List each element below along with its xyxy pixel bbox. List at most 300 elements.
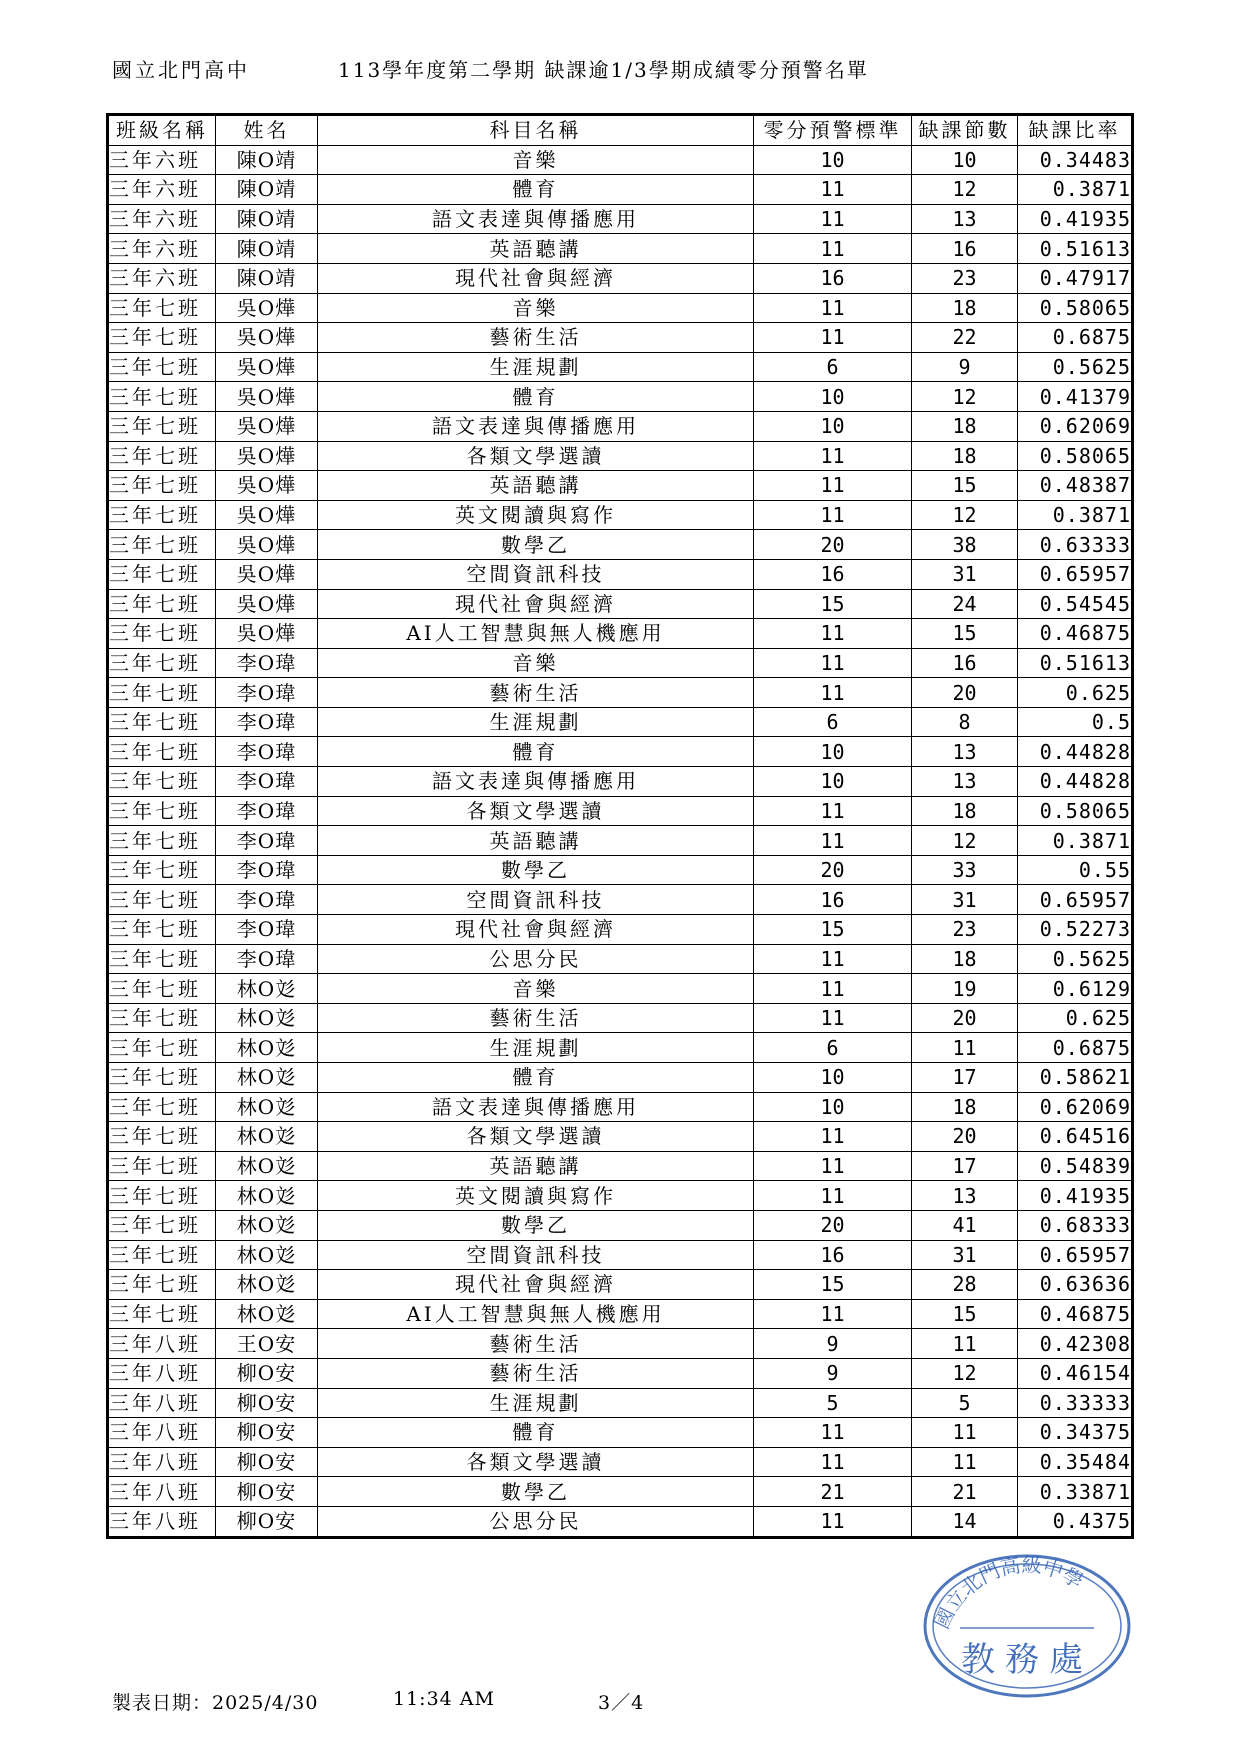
name-cell: 吳O燁 [216,323,318,353]
class-cell: 三年七班 [108,1003,216,1033]
name-cell: 李O瑋 [216,678,318,708]
subject-cell: 各類文學選讀 [318,796,754,826]
threshold-cell: 16 [754,559,912,589]
absences-cell: 31 [912,559,1018,589]
table-row [108,323,1133,353]
ratio-cell: 0.51613 [1018,234,1133,264]
class-cell: 三年八班 [108,1388,216,1418]
name-cell: 林O彣 [216,1092,318,1122]
subject-cell: 體育 [318,737,754,767]
threshold-cell: 21 [754,1477,912,1507]
office-stamp [920,1538,1134,1698]
table-row [108,678,1133,708]
ratio-cell: 0.6875 [1018,1033,1133,1063]
ratio-cell: 0.58065 [1018,293,1133,323]
name-cell: 柳O安 [216,1506,318,1537]
table-row [108,234,1133,264]
subject-cell: 語文表達與傳播應用 [318,204,754,234]
table-row [108,1003,1133,1033]
ratio-cell: 0.63636 [1018,1270,1133,1300]
threshold-cell: 10 [754,411,912,441]
class-cell: 三年七班 [108,441,216,471]
subject-cell: 現代社會與經濟 [318,589,754,619]
table-row [108,1447,1133,1477]
table-row [108,1358,1133,1388]
page-header [0,54,1241,84]
subject-cell: 體育 [318,1418,754,1448]
absences-cell: 20 [912,678,1018,708]
name-cell: 吳O燁 [216,293,318,323]
name-cell: 吳O燁 [216,352,318,382]
name-cell: 林O彣 [216,974,318,1004]
class-cell: 三年八班 [108,1506,216,1537]
stamp-ring-text: 國立北門高級中學 [929,1552,1088,1633]
absences-cell: 15 [912,619,1018,649]
absences-cell: 5 [912,1388,1018,1418]
subject-cell: 音樂 [318,974,754,1004]
threshold-cell: 11 [754,1506,912,1537]
table-row [108,411,1133,441]
table-row [108,382,1133,412]
table-header-row [108,115,1133,146]
subject-cell: 空間資訊科技 [318,559,754,589]
subject-cell: 現代社會與經濟 [318,263,754,293]
subject-cell: AI人工智慧與無人機應用 [318,619,754,649]
ratio-cell: 0.33333 [1018,1388,1133,1418]
subject-cell: 語文表達與傳播應用 [318,767,754,797]
class-cell: 三年七班 [108,826,216,856]
class-cell: 三年七班 [108,323,216,353]
name-cell: 吳O燁 [216,619,318,649]
absences-cell: 18 [912,944,1018,974]
ratio-cell: 0.3871 [1018,175,1133,205]
class-cell: 三年六班 [108,263,216,293]
subject-cell: 空間資訊科技 [318,1240,754,1270]
ratio-cell: 0.47917 [1018,263,1133,293]
class-cell: 三年八班 [108,1418,216,1448]
class-cell: 三年七班 [108,1210,216,1240]
table-row [108,352,1133,382]
name-cell: 柳O安 [216,1418,318,1448]
threshold-cell: 11 [754,974,912,1004]
ratio-cell: 0.3871 [1018,500,1133,530]
table-row [108,263,1133,293]
subject-cell: 各類文學選讀 [318,1447,754,1477]
ratio-cell: 0.54545 [1018,589,1133,619]
table-row [108,1270,1133,1300]
table-row [108,885,1133,915]
table-row [108,530,1133,560]
threshold-cell: 20 [754,1210,912,1240]
threshold-cell: 15 [754,1270,912,1300]
threshold-cell: 11 [754,1003,912,1033]
name-cell: 柳O安 [216,1447,318,1477]
page-number: 3／4 [598,1692,645,1714]
table-row [108,1151,1133,1181]
subject-cell: 數學乙 [318,530,754,560]
ratio-cell: 0.58621 [1018,1063,1133,1093]
threshold-cell: 11 [754,1447,912,1477]
absences-cell: 24 [912,589,1018,619]
name-cell: 陳O靖 [216,263,318,293]
absences-cell: 28 [912,1270,1018,1300]
class-cell: 三年七班 [108,885,216,915]
threshold-cell: 11 [754,796,912,826]
absences-cell: 18 [912,796,1018,826]
threshold-cell: 6 [754,1033,912,1063]
threshold-cell: 11 [754,204,912,234]
ratio-cell: 0.625 [1018,678,1133,708]
class-cell: 三年七班 [108,1033,216,1063]
threshold-cell: 11 [754,1299,912,1329]
absences-cell: 38 [912,530,1018,560]
threshold-cell: 11 [754,441,912,471]
threshold-cell: 11 [754,1122,912,1152]
subject-cell: 生涯規劃 [318,352,754,382]
class-cell: 三年八班 [108,1447,216,1477]
subject-cell: 公思分民 [318,1506,754,1537]
absences-cell: 31 [912,1240,1018,1270]
absences-cell: 8 [912,707,1018,737]
name-cell: 李O瑋 [216,855,318,885]
subject-cell: 現代社會與經濟 [318,1270,754,1300]
absences-cell: 31 [912,885,1018,915]
subject-cell: 公思分民 [318,944,754,974]
table-row [108,293,1133,323]
subject-cell: 空間資訊科技 [318,885,754,915]
name-cell: 李O瑋 [216,737,318,767]
subject-cell: 英文閱讀與寫作 [318,1181,754,1211]
absences-cell: 18 [912,441,1018,471]
absences-cell: 21 [912,1477,1018,1507]
table-row [108,1329,1133,1359]
absences-cell: 20 [912,1003,1018,1033]
subject-cell: 音樂 [318,145,754,175]
absences-cell: 22 [912,323,1018,353]
name-cell: 林O彣 [216,1240,318,1270]
threshold-cell: 16 [754,885,912,915]
subject-cell: 英語聽講 [318,826,754,856]
table-row [108,1418,1133,1448]
threshold-cell: 16 [754,263,912,293]
table-row [108,1506,1133,1537]
subject-cell: 藝術生活 [318,1003,754,1033]
subject-cell: 藝術生活 [318,678,754,708]
class-cell: 三年七班 [108,767,216,797]
threshold-cell: 10 [754,1092,912,1122]
threshold-cell: 11 [754,1181,912,1211]
ratio-cell: 0.625 [1018,1003,1133,1033]
col-header-class: 班級名稱 [108,115,216,146]
class-cell: 三年七班 [108,915,216,945]
class-cell: 三年七班 [108,589,216,619]
threshold-cell: 10 [754,767,912,797]
ratio-cell: 0.6129 [1018,974,1133,1004]
table-row [108,1092,1133,1122]
ratio-cell: 0.58065 [1018,441,1133,471]
absences-cell: 15 [912,471,1018,501]
name-cell: 柳O安 [216,1477,318,1507]
class-cell: 三年七班 [108,707,216,737]
name-cell: 李O瑋 [216,648,318,678]
name-cell: 李O瑋 [216,796,318,826]
name-cell: 林O彣 [216,1151,318,1181]
threshold-cell: 9 [754,1329,912,1359]
name-cell: 吳O燁 [216,559,318,589]
threshold-cell: 6 [754,352,912,382]
subject-cell: 體育 [318,175,754,205]
absences-cell: 13 [912,737,1018,767]
class-cell: 三年七班 [108,678,216,708]
name-cell: 李O瑋 [216,767,318,797]
table-row [108,1210,1133,1240]
subject-cell: 體育 [318,1063,754,1093]
ratio-cell: 0.3871 [1018,826,1133,856]
threshold-cell: 11 [754,619,912,649]
class-cell: 三年七班 [108,1092,216,1122]
ratio-cell: 0.65957 [1018,559,1133,589]
class-cell: 三年六班 [108,234,216,264]
col-header-threshold: 零分預警標準 [754,115,912,146]
subject-cell: 藝術生活 [318,1358,754,1388]
threshold-cell: 9 [754,1358,912,1388]
subject-cell: 數學乙 [318,855,754,885]
threshold-cell: 10 [754,737,912,767]
subject-cell: 英語聽講 [318,234,754,264]
ratio-cell: 0.5625 [1018,352,1133,382]
threshold-cell: 16 [754,1240,912,1270]
absences-cell: 17 [912,1063,1018,1093]
ratio-cell: 0.41935 [1018,1181,1133,1211]
name-cell: 王O安 [216,1329,318,1359]
ratio-cell: 0.34483 [1018,145,1133,175]
class-cell: 三年八班 [108,1329,216,1359]
report-title: 113學年度第二學期 缺課逾1/3學期成績零分預警名單 [338,58,869,82]
subject-cell: 藝術生活 [318,1329,754,1359]
name-cell: 林O彣 [216,1270,318,1300]
table-row [108,915,1133,945]
subject-cell: 各類文學選讀 [318,441,754,471]
name-cell: 吳O燁 [216,441,318,471]
absences-cell: 11 [912,1418,1018,1448]
ratio-cell: 0.54839 [1018,1151,1133,1181]
threshold-cell: 11 [754,648,912,678]
absences-cell: 33 [912,855,1018,885]
threshold-cell: 11 [754,293,912,323]
table-body [108,145,1133,1537]
name-cell: 李O瑋 [216,885,318,915]
ratio-cell: 0.52273 [1018,915,1133,945]
class-cell: 三年七班 [108,500,216,530]
class-cell: 三年七班 [108,1299,216,1329]
table-row [108,826,1133,856]
table-row [108,974,1133,1004]
absences-cell: 17 [912,1151,1018,1181]
ratio-cell: 0.65957 [1018,1240,1133,1270]
class-cell: 三年七班 [108,944,216,974]
subject-cell: 各類文學選讀 [318,1122,754,1152]
ratio-cell: 0.35484 [1018,1447,1133,1477]
absences-cell: 10 [912,145,1018,175]
table-row [108,648,1133,678]
threshold-cell: 11 [754,323,912,353]
absences-cell: 23 [912,915,1018,945]
class-cell: 三年七班 [108,1270,216,1300]
class-cell: 三年七班 [108,1181,216,1211]
table-row [108,796,1133,826]
ratio-cell: 0.4375 [1018,1506,1133,1537]
print-time: 11:34 AM [393,1688,495,1710]
name-cell: 林O彣 [216,1122,318,1152]
ratio-cell: 0.6875 [1018,323,1133,353]
subject-cell: 數學乙 [318,1210,754,1240]
class-cell: 三年七班 [108,559,216,589]
name-cell: 林O彣 [216,1033,318,1063]
absences-cell: 16 [912,234,1018,264]
name-cell: 吳O燁 [216,411,318,441]
name-cell: 吳O燁 [216,530,318,560]
ratio-cell: 0.55 [1018,855,1133,885]
subject-cell: 生涯規劃 [318,1388,754,1418]
threshold-cell: 11 [754,471,912,501]
class-cell: 三年七班 [108,1240,216,1270]
ratio-cell: 0.41379 [1018,382,1133,412]
ratio-cell: 0.68333 [1018,1210,1133,1240]
name-cell: 柳O安 [216,1388,318,1418]
print-date: 製表日期：2025/4/30 [112,1692,319,1714]
class-cell: 三年七班 [108,471,216,501]
ratio-cell: 0.64516 [1018,1122,1133,1152]
ratio-cell: 0.33871 [1018,1477,1133,1507]
absences-cell: 18 [912,411,1018,441]
ratio-cell: 0.58065 [1018,796,1133,826]
stamp-office-text: 教務處 [961,1640,1093,1680]
table-row [108,944,1133,974]
absences-cell: 20 [912,1122,1018,1152]
subject-cell: 生涯規劃 [318,1033,754,1063]
name-cell: 柳O安 [216,1358,318,1388]
table-row [108,589,1133,619]
absences-cell: 18 [912,1092,1018,1122]
threshold-cell: 11 [754,826,912,856]
ratio-cell: 0.46875 [1018,1299,1133,1329]
absences-cell: 14 [912,1506,1018,1537]
class-cell: 三年六班 [108,204,216,234]
col-header-ratio: 缺課比率 [1018,115,1133,146]
ratio-cell: 0.42308 [1018,1329,1133,1359]
absences-cell: 11 [912,1033,1018,1063]
col-header-subject: 科目名稱 [318,115,754,146]
ratio-cell: 0.65957 [1018,885,1133,915]
name-cell: 陳O靖 [216,204,318,234]
name-cell: 李O瑋 [216,707,318,737]
table-row [108,1033,1133,1063]
absences-cell: 9 [912,352,1018,382]
table-row [108,767,1133,797]
absences-cell: 11 [912,1447,1018,1477]
threshold-cell: 5 [754,1388,912,1418]
name-cell: 李O瑋 [216,915,318,945]
threshold-cell: 11 [754,175,912,205]
absences-cell: 18 [912,293,1018,323]
ratio-cell: 0.44828 [1018,767,1133,797]
name-cell: 李O瑋 [216,944,318,974]
subject-cell: 數學乙 [318,1477,754,1507]
subject-cell: 體育 [318,382,754,412]
table-row [108,855,1133,885]
table-row [108,471,1133,501]
name-cell: 吳O燁 [216,589,318,619]
class-cell: 三年七班 [108,974,216,1004]
subject-cell: 藝術生活 [318,323,754,353]
subject-cell: 生涯規劃 [318,707,754,737]
class-cell: 三年七班 [108,382,216,412]
absences-cell: 11 [912,1329,1018,1359]
absences-cell: 16 [912,648,1018,678]
table-row [108,500,1133,530]
table-row [108,1477,1133,1507]
class-cell: 三年七班 [108,411,216,441]
table-row [108,1299,1133,1329]
class-cell: 三年七班 [108,1151,216,1181]
ratio-cell: 0.34375 [1018,1418,1133,1448]
absences-cell: 12 [912,175,1018,205]
threshold-cell: 11 [754,1151,912,1181]
threshold-cell: 11 [754,944,912,974]
table-row [108,619,1133,649]
name-cell: 陳O靖 [216,175,318,205]
name-cell: 林O彣 [216,1003,318,1033]
ratio-cell: 0.62069 [1018,411,1133,441]
table-row [108,204,1133,234]
absences-cell: 13 [912,1181,1018,1211]
threshold-cell: 20 [754,530,912,560]
class-cell: 三年七班 [108,648,216,678]
ratio-cell: 0.41935 [1018,204,1133,234]
name-cell: 吳O燁 [216,382,318,412]
name-cell: 陳O靖 [216,234,318,264]
ratio-cell: 0.63333 [1018,530,1133,560]
col-header-absences: 缺課節數 [912,115,1018,146]
ratio-cell: 0.51613 [1018,648,1133,678]
absences-cell: 12 [912,1358,1018,1388]
class-cell: 三年六班 [108,145,216,175]
subject-cell: 英語聽講 [318,1151,754,1181]
table-row [108,737,1133,767]
threshold-cell: 10 [754,1063,912,1093]
threshold-cell: 11 [754,678,912,708]
threshold-cell: 11 [754,234,912,264]
class-cell: 三年七班 [108,737,216,767]
name-cell: 林O彣 [216,1181,318,1211]
class-cell: 三年七班 [108,293,216,323]
ratio-cell: 0.48387 [1018,471,1133,501]
class-cell: 三年七班 [108,796,216,826]
col-header-name: 姓名 [216,115,318,146]
class-cell: 三年七班 [108,1063,216,1093]
class-cell: 三年七班 [108,619,216,649]
table-row [108,1122,1133,1152]
threshold-cell: 10 [754,145,912,175]
table-row [108,707,1133,737]
absences-cell: 41 [912,1210,1018,1240]
table-row [108,441,1133,471]
class-cell: 三年八班 [108,1358,216,1388]
class-cell: 三年六班 [108,175,216,205]
subject-cell: 英語聽講 [318,471,754,501]
subject-cell: 語文表達與傳播應用 [318,1092,754,1122]
name-cell: 吳O燁 [216,500,318,530]
